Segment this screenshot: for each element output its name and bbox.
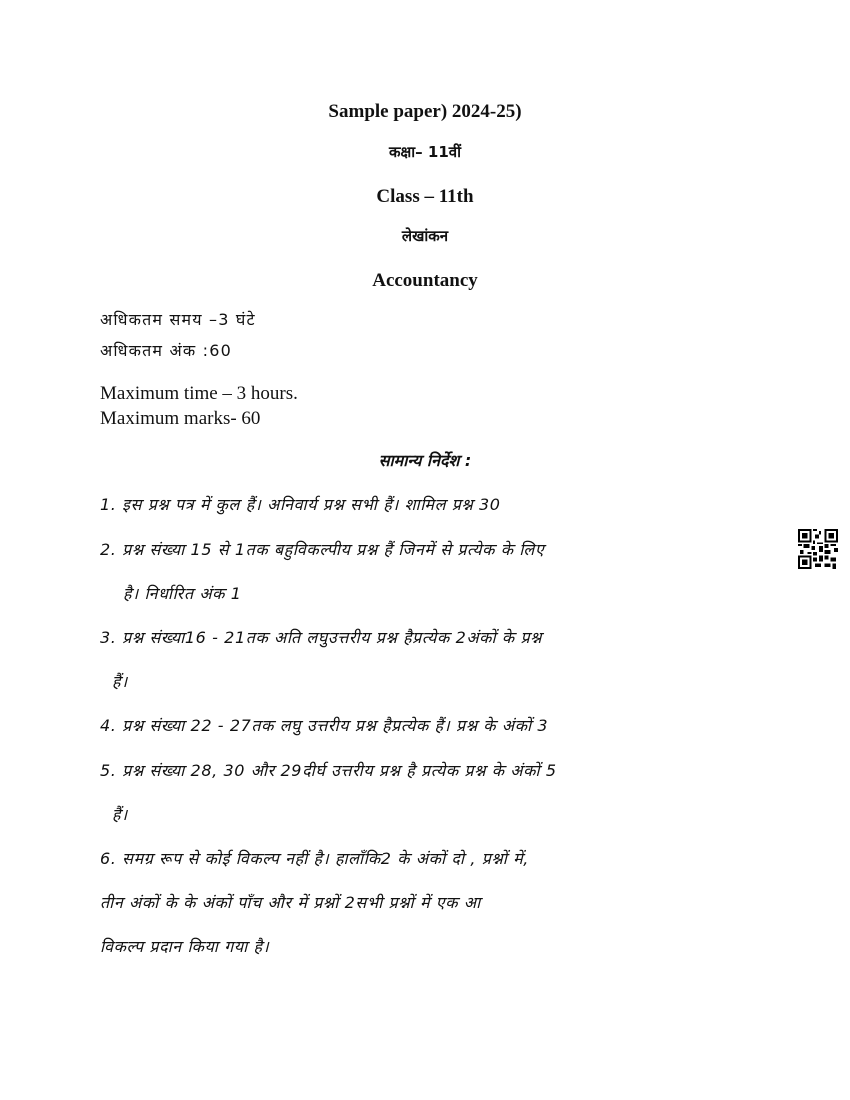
instruction-line: 2. प्रश्न संख्या 15 से 1तक बहुविकल्पीय प्रश्न हैं जिनमें से प्रत्येक के लिए <box>100 540 545 559</box>
subject-english: Accountancy <box>372 270 478 291</box>
qr-code-icon[interactable] <box>798 529 838 569</box>
max-time-hindi: अधिकतम समय –3 घंटे <box>100 310 256 329</box>
instruction-line: हैं। <box>112 672 128 691</box>
instruction-line: है। निर्धारित अंक 1 <box>123 584 242 603</box>
max-marks-hindi: अधिकतम अंक :60 <box>100 341 233 360</box>
max-marks-english: Maximum marks- 60 <box>100 408 261 429</box>
instruction-line: 3. प्रश्न संख्या16 - 21तक अति लघुउत्तरीय प्रश्न हैप्रत्येक 2अंकों के प्रश्न <box>100 628 543 647</box>
instruction-line: 6. समग्र रूप से कोई विकल्प नहीं है। हालाँकि2 के अंकों दो , प्रश्नों में, <box>100 849 529 868</box>
class-hindi: कक्षा– 11वीं <box>389 143 461 161</box>
instruction-line: हैं। <box>112 805 128 824</box>
class-english: Class – 11th <box>376 186 474 207</box>
instruction-line: तीन अंकों के के अंकों पाँच और में प्रश्नों 2सभी प्रश्नों में एक आ <box>100 893 481 912</box>
instruction-line: 5. प्रश्न संख्या 28, 30 और 29दीर्घ उत्तरीय प्रश्न है प्रत्येक प्रश्न के अंकों 5 <box>100 761 557 780</box>
instruction-line: 4. प्रश्न संख्या 22 - 27तक लघु उत्तरीय प्रश्न हैप्रत्येक हैं। प्रश्न के अंकों 3 <box>100 716 549 735</box>
subject-hindi: लेखांकन <box>401 227 449 245</box>
paper-title: Sample paper) 2024-25) <box>328 101 522 122</box>
instructions-heading: सामान्य निर्देश : <box>378 451 472 470</box>
max-time-english: Maximum time – 3 hours. <box>100 383 298 404</box>
instruction-line: विकल्प प्रदान किया गया है। <box>100 937 270 956</box>
instruction-line: 1. इस प्रश्न पत्र में कुल हैं। अनिवार्य प्रश्न सभी हैं। शामिल प्रश्न 30 <box>100 495 501 514</box>
